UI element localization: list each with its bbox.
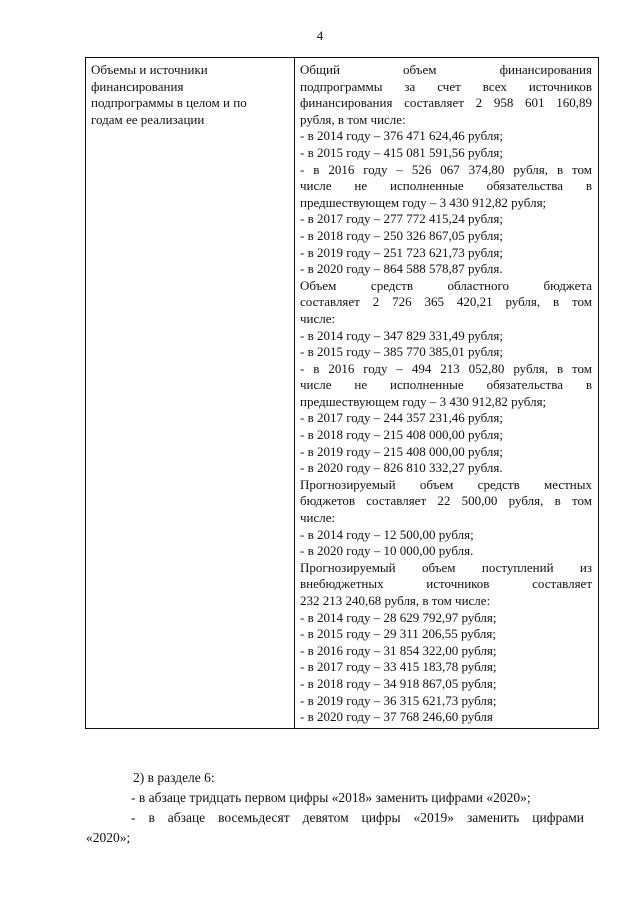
label-line: финансирования: [91, 78, 184, 94]
content-line: - в 2014 году – 12 500,00 рубля;: [300, 526, 474, 542]
content-line: рубля, в том числе:: [300, 111, 406, 127]
content-line: - в 2020 году – 10 000,00 рубля.: [300, 543, 474, 559]
content-line: - в 2017 году – 277 772 415,24 рубля;: [300, 211, 503, 227]
label-cell: [86, 58, 295, 729]
content-line: бюджетов составляет 22 500,00 рубля, в том: [300, 493, 592, 509]
content-line: подпрограммы за счет всех источников: [300, 78, 592, 94]
page-number: 4: [316, 28, 324, 43]
content-line: числе:: [300, 310, 336, 326]
label-line: подпрограммы в целом и по: [91, 95, 247, 111]
content-line: 232 213 240,68 рубля, в том числе:: [300, 593, 491, 608]
content-line: - в 2017 году – 33 415 183,78 рубля;: [300, 659, 497, 675]
table-row: [86, 58, 599, 729]
content-line: составляет 2 726 365 420,21 рубля, в том: [300, 294, 592, 310]
content-line: предшествующем году – 3 430 912,82 рубля;: [300, 194, 547, 210]
label-text: [91, 62, 288, 128]
content-line: Объем средств областного бюджета: [300, 277, 592, 293]
paragraph-item-2-line-2: «2020»;: [86, 830, 131, 845]
content-line: Прогнозируемый объем поступлений из: [300, 559, 592, 575]
content-text: [300, 62, 592, 726]
content-line: - в 2019 году – 215 408 000,00 рубля;: [300, 443, 503, 459]
content-line: числе:: [300, 510, 336, 526]
paragraph-item-2-line-1: - в абзаце восемьдесят девятом цифры «2019» заменить цифрами: [131, 810, 584, 825]
content-line: - в 2018 году – 34 918 867,05 рубля;: [300, 675, 497, 691]
content-line: - в 2020 году – 826 810 332,27 рубля.: [300, 460, 503, 476]
content-line: числе не исполненные обязательства в: [300, 178, 592, 194]
label-line: годам ее реализации: [91, 111, 205, 127]
content-line: - в 2014 году – 376 471 624,46 рубля;: [300, 128, 503, 144]
financing-table: [85, 57, 599, 729]
content-line: внебюджетных источников составляет: [300, 576, 592, 592]
content-line: - в 2015 году – 415 081 591,56 рубля;: [300, 144, 503, 160]
content-line: Общий объем финансирования: [300, 62, 592, 77]
content-line: финансирования составляет 2 958 601 160,89: [300, 95, 592, 111]
content-line: - в 2019 году – 36 315 621,73 рубля;: [300, 692, 497, 708]
content-line: - в 2015 году – 385 770 385,01 рубля;: [300, 344, 503, 360]
content-line: предшествующем году – 3 430 912,82 рубля;: [300, 393, 547, 409]
content-line: - в 2017 году – 244 357 231,46 рубля;: [300, 410, 503, 426]
content-line: числе не исполненные обязательства в: [300, 377, 592, 393]
content-line: - в 2014 году – 347 829 331,49 рубля;: [300, 327, 503, 343]
section-heading: 2) в разделе 6:: [133, 770, 215, 785]
content-line: - в 2016 году – 494 213 052,80 рубля, в том: [300, 360, 592, 376]
content-line: - в 2019 году – 251 723 621,73 рубля;: [300, 244, 503, 260]
content-line: - в 2015 году – 29 311 206,55 рубля;: [300, 626, 497, 642]
content-line: - в 2016 году – 31 854 322,00 рубля;: [300, 642, 497, 658]
paragraph-item-1: - в абзаце тридцать первом цифры «2018» заменить цифрами «2020»;: [131, 790, 531, 805]
content-line: - в 2014 году – 28 629 792,97 рубля;: [300, 609, 497, 625]
content-line: - в 2016 году – 526 067 374,80 рубля, в том: [300, 161, 592, 177]
content-line: - в 2018 году – 215 408 000,00 рубля;: [300, 427, 503, 443]
content-line: - в 2020 году – 864 588 578,87 рубля.: [300, 261, 503, 277]
label-line: Объемы и источники: [91, 62, 208, 77]
content-line: - в 2020 году – 37 768 246,60 рубля: [300, 709, 493, 725]
content-line: Прогнозируемый объем средств местных: [300, 476, 592, 492]
content-line: - в 2018 году – 250 326 867,05 рубля;: [300, 227, 503, 243]
after-table-section: [0, 768, 640, 848]
content-cell: [295, 58, 599, 729]
